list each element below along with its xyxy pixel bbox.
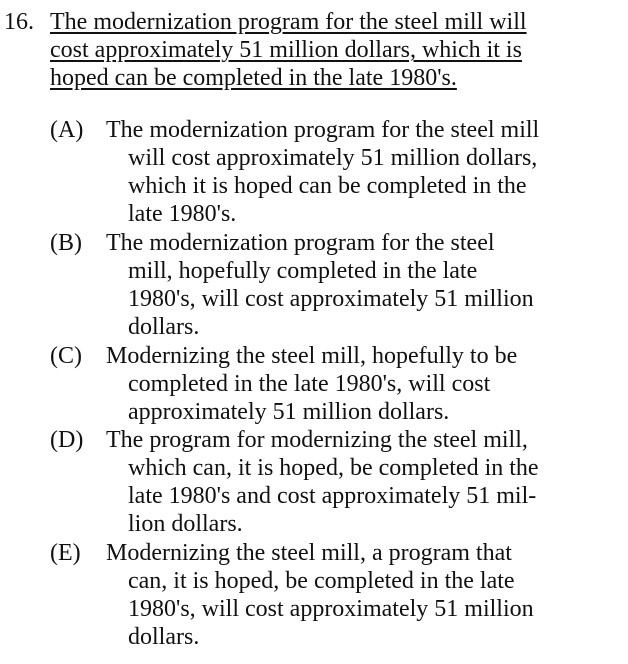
choice-d-line-1: The program for modernizing the steel mill, [106,427,528,453]
stem-line-2: cost approximately 51 million dollars, which it is [50,37,522,63]
choice-c-line-1: Modernizing the steel mill, hopefully to be [106,343,518,369]
choice-e-line-1: Modernizing the steel mill, a program that [106,540,512,566]
choice-a[interactable] [50,116,622,228]
choice-b-line-1: The modernization program for the steel [106,230,495,256]
choice-d-line-2: which can, it is hoped, be completed in the [128,455,539,481]
choice-a-line-1: The modernization program for the steel mill [106,117,540,143]
choice-a-line-2: will cost approximately 51 million dollars, [128,145,538,171]
choice-a-letter: (A) [50,117,84,143]
stem-line-1: The modernization program for the steel mill will [50,9,527,35]
question-number: 16. [4,9,34,35]
choice-e-line-3: 1980's, will cost approximately 51 million [128,596,534,622]
choice-e-letter: (E) [50,540,81,566]
choice-a-line-3: which it is hoped can be completed in the [128,173,527,199]
choice-b-line-3: 1980's, will cost approximately 51 million [128,286,534,312]
choice-c-line-3: approximately 51 million dollars. [128,399,450,425]
choice-d[interactable] [50,426,622,538]
stem-line-3: hoped can be completed in the late 1980's. [50,65,457,91]
choice-c-line-2: completed in the late 1980's, will cost [128,371,491,397]
choice-a-line-4: late 1980's. [128,201,237,227]
choice-d-letter: (D) [50,427,84,453]
choice-b-line-4: dollars. [128,314,200,340]
choice-b[interactable] [50,229,622,341]
choice-e-line-4: dollars. [128,624,200,650]
choice-c[interactable] [50,342,622,426]
choice-e[interactable] [50,539,622,651]
choice-d-line-4: lion dollars. [128,511,243,537]
choice-b-line-2: mill, hopefully completed in the late [128,258,478,284]
choice-c-letter: (C) [50,343,82,369]
choice-d-line-3: late 1980's and cost approximately 51 mil- [128,483,537,509]
choice-b-letter: (B) [50,230,82,256]
question-stem [50,8,620,92]
choice-e-line-2: can, it is hoped, be completed in the late [128,568,515,594]
